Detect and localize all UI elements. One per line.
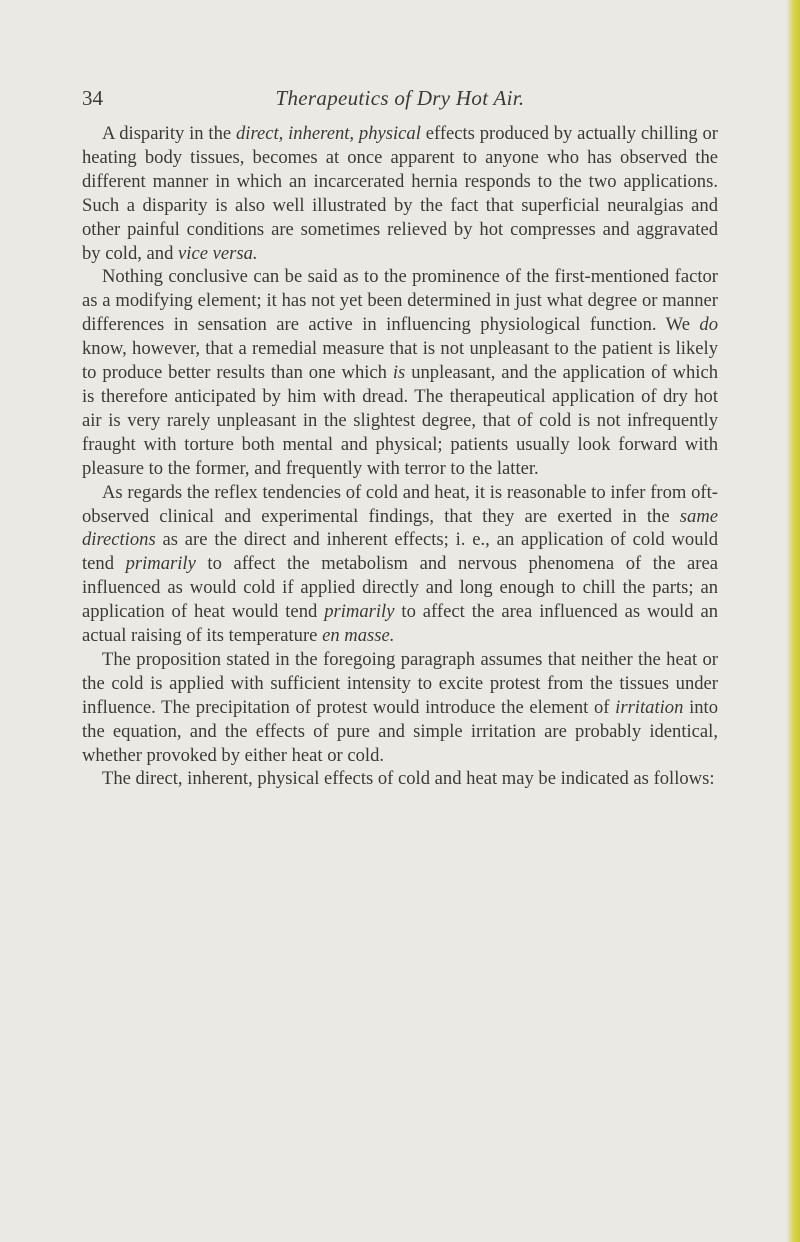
paragraph — [82, 767, 718, 791]
page-number: 34 — [82, 86, 103, 110]
italic-text: primarily — [125, 553, 196, 575]
text-run: As regards the reflex tendencies of cold and heat, it is reasonable to infer from oft-observed clinical and experimental findings, that they are exerted in the — [82, 481, 718, 527]
italic-text: direct, inherent, physical — [235, 123, 421, 144]
page-edge-shadow — [786, 0, 800, 1242]
text-run: The proposition stated in the foregoing paragraph assumes that neither the heat or the cold is applied with sufficient intensity to excite protest from the tissues under influence. The precipitation of protest would introduce the element of — [82, 648, 718, 718]
paragraph — [82, 265, 718, 480]
book-page — [82, 86, 718, 791]
running-head — [82, 86, 718, 118]
paragraph — [82, 481, 718, 648]
paragraph — [82, 648, 718, 768]
text-run: Nothing conclusive can be said as to the prominence of the first-mentioned factor as a modifying element; it has not yet been determined in just what degree or manner differences in sensation are active in influencing physiological function. We — [82, 266, 718, 336]
text-run: The direct, inherent, physical effects of cold and heat may be indicated as follows: — [102, 768, 715, 790]
text-run: A disparity in the — [102, 123, 236, 144]
italic-text: is — [392, 362, 406, 384]
italic-text: en masse. — [322, 625, 395, 647]
text-run: to affect the area influenced as would an actual raising of its temperature — [82, 601, 718, 647]
italic-text: same directions — [82, 505, 718, 551]
italic-text: primarily — [324, 601, 395, 623]
text-run: know, however, that a remedial measure that is not unpleasant to the patient is likely to produce better results than one which — [82, 338, 718, 384]
text-run: as are the direct and inherent effects; i. e., an application of cold would tend — [82, 529, 718, 575]
text-run: unpleasant, and the application of which is therefore anticipated by him with dread. The therapeutical application of dry hot air is very rarely unpleasant in the slightest degree, that of cold is not infrequently fraught with torture both mental and physical; patients usually look forward with pleasure to the former, and frequently with terror to the latter. — [82, 362, 718, 479]
running-title: Therapeutics of Dry Hot Air. — [275, 86, 525, 110]
italic-text: vice versa. — [178, 242, 258, 264]
paragraph — [82, 122, 718, 265]
italic-text: do — [699, 314, 718, 336]
text-run: into the equation, and the effects of pure and simple irritation are probably identical, whether provoked by either heat or cold. — [82, 696, 718, 766]
text-run: to affect the metabolism and nervous phenomena of the area influenced as would cold if applied directly and long enough to chill the parts; an application of heat would tend — [82, 553, 719, 623]
text-run: effects produced by actually chilling or heating body tissues, becomes at once apparent to anyone who has observed the different manner in which an incarcerated hernia responds to the two applications. Such a disparity is also well illustrated by the fact that superficial neuralgias and other painful conditions are sometimes relieved by hot compresses and aggravated by cold, and — [82, 123, 718, 264]
italic-text: irritation — [615, 696, 684, 718]
body-text — [82, 122, 718, 791]
